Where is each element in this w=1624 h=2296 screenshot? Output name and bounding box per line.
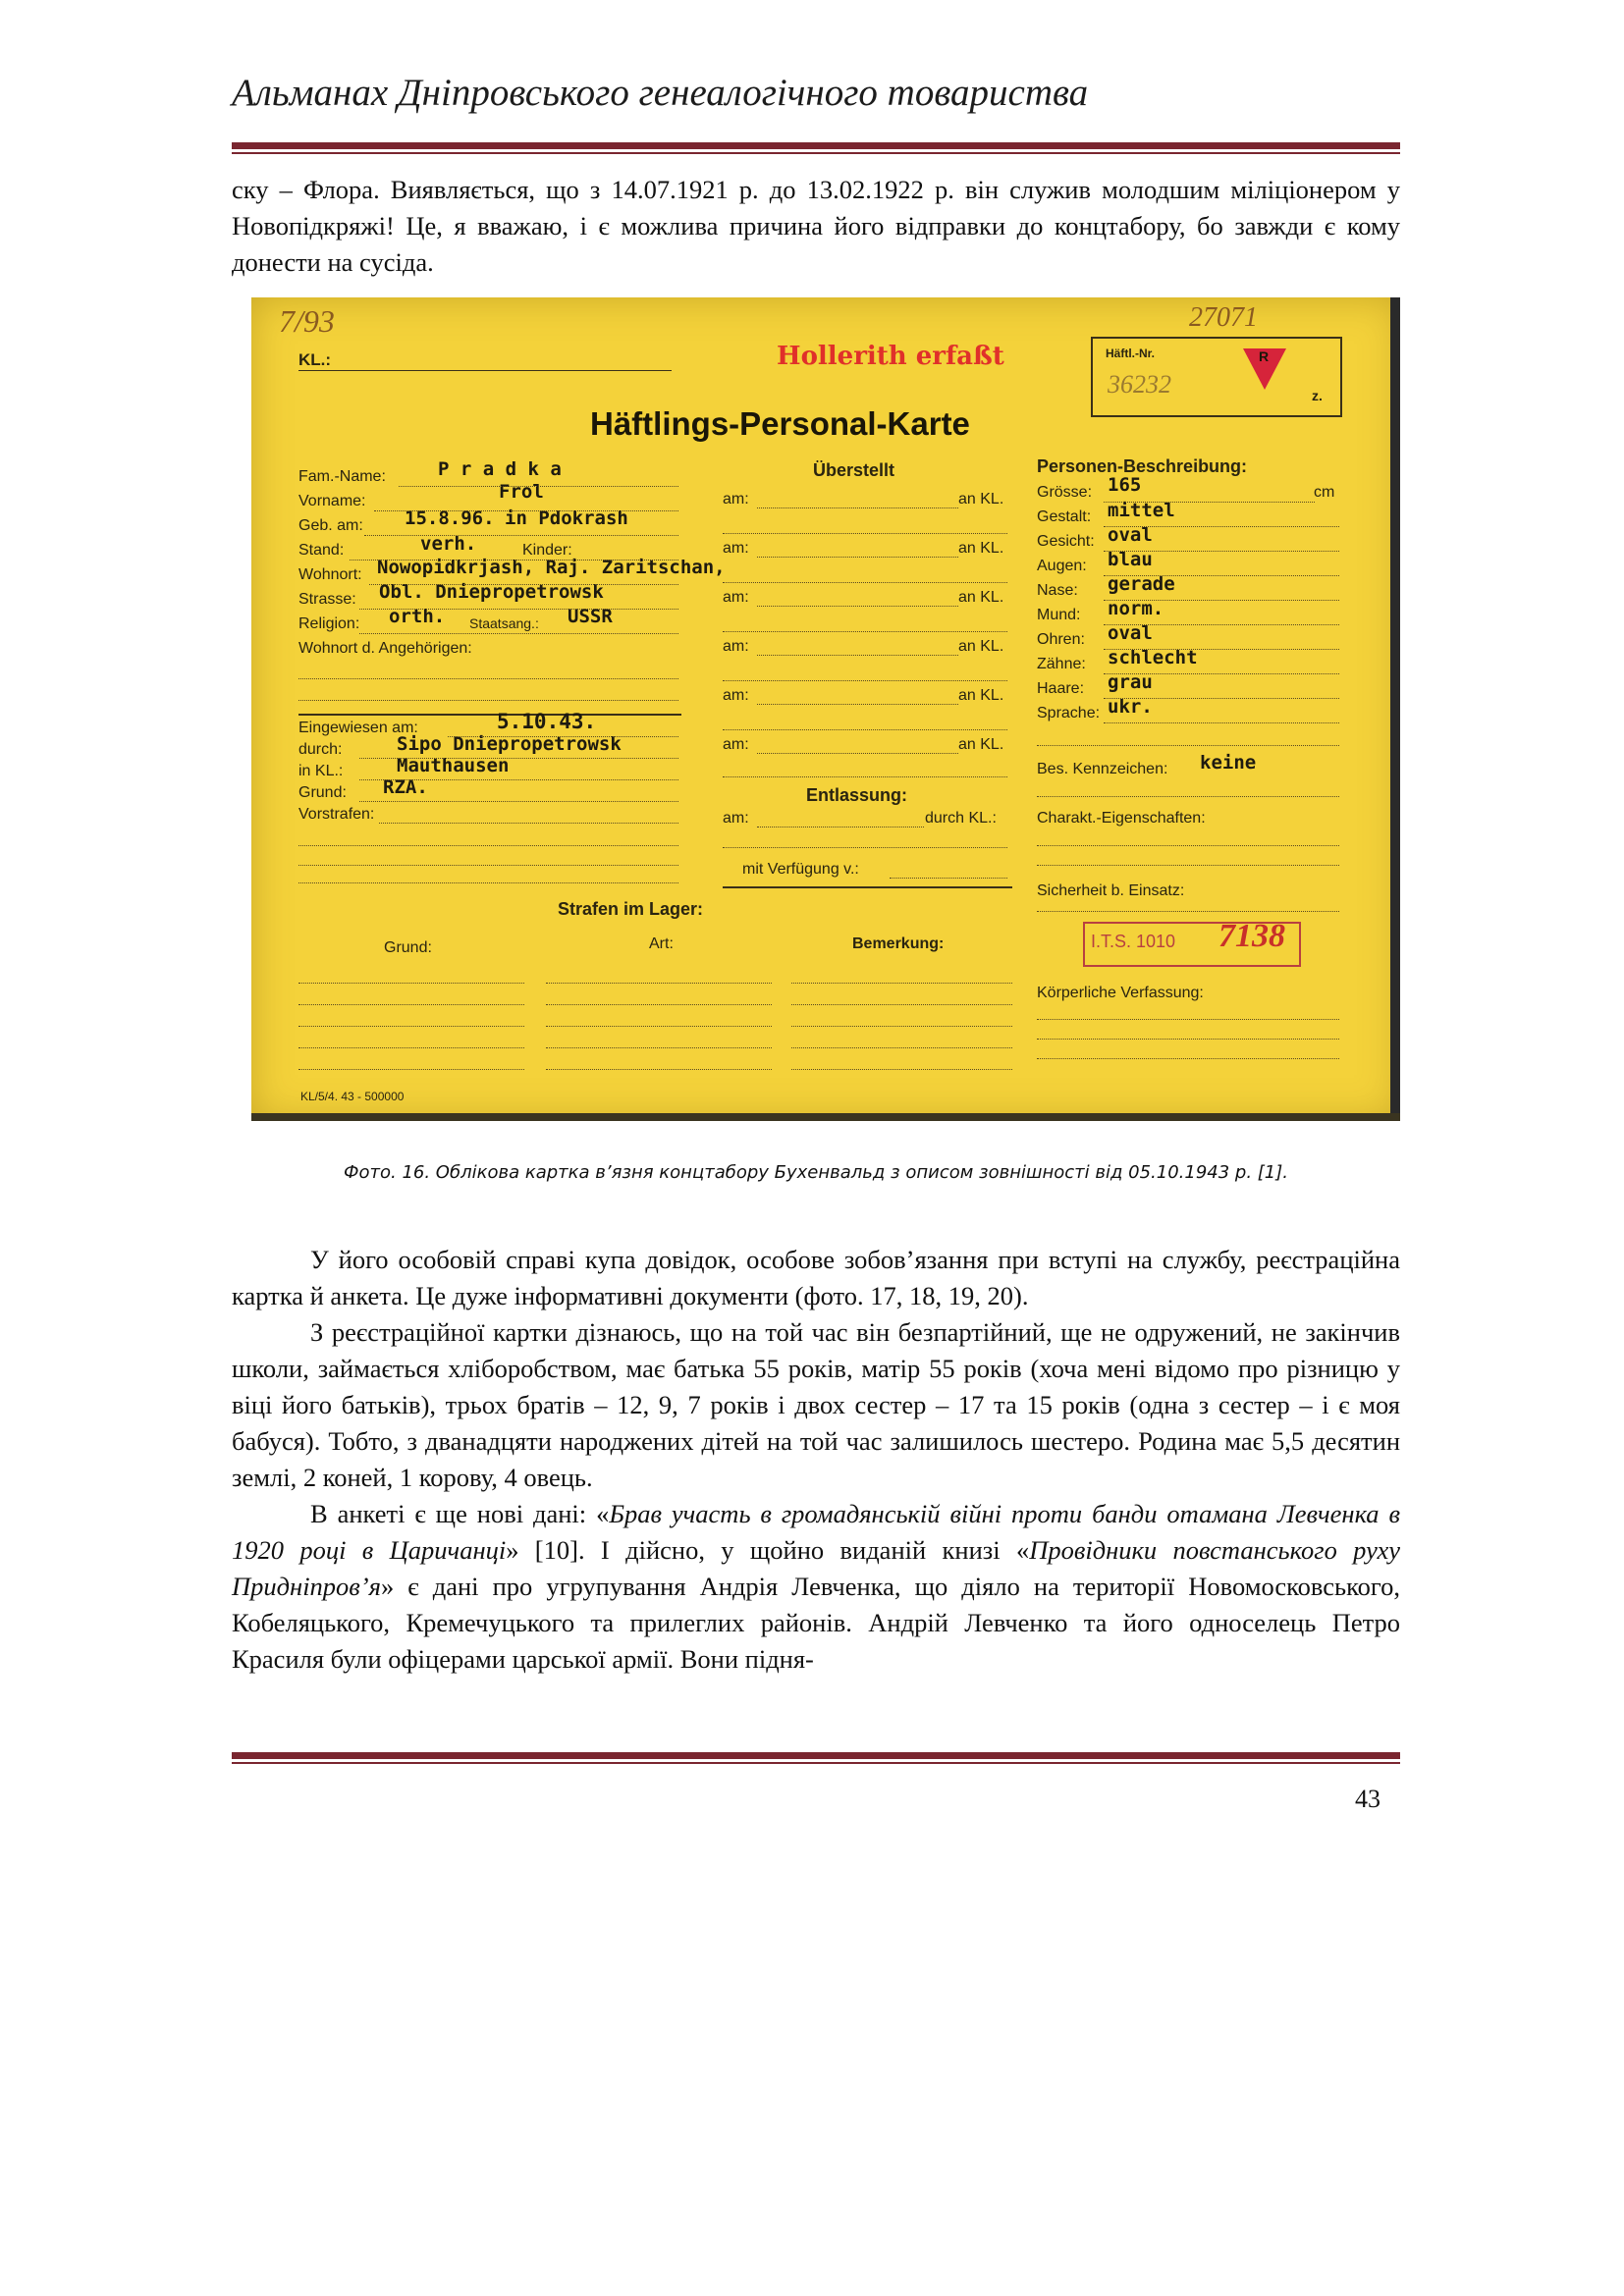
kl-label: KL.:	[298, 350, 332, 369]
form-number: KL/5/4. 43 - 500000	[300, 1090, 405, 1103]
running-header: Альманах Дніпровського генеалогічного товариства	[232, 72, 1089, 114]
kinder-label: Kinder:	[522, 542, 572, 559]
field-label: Wohnort:	[298, 566, 362, 583]
hollerith-stamp: Hollerith erfaßt	[777, 342, 1004, 371]
desc-label: Ohren:	[1037, 631, 1085, 648]
handwritten-prisoner-number: 36232	[1108, 370, 1171, 399]
am-label: am:	[723, 491, 749, 507]
an-kl-label: an KL.	[958, 687, 1004, 704]
field-value-grund: RZA.	[383, 776, 428, 798]
desc-value: grau	[1108, 671, 1153, 693]
an-kl-label: an KL.	[958, 589, 1004, 606]
desc-label: Gestalt:	[1037, 508, 1092, 525]
cm-label: cm	[1314, 484, 1335, 501]
grund-col-label: Grund:	[384, 939, 432, 956]
desc-value: schlecht	[1108, 647, 1198, 668]
desc-value: 165	[1108, 474, 1142, 496]
desc-value: ukr.	[1108, 696, 1153, 718]
field-value-strasse: Obl. Dniepropetrowsk	[379, 581, 604, 603]
am-label: am:	[723, 736, 749, 753]
desc-label: Haare:	[1037, 680, 1085, 697]
footer-rule	[232, 1752, 1400, 1764]
field-label: Vorstrafen:	[298, 806, 375, 823]
field-value-in-kl: Mauthausen	[397, 755, 510, 776]
desc-label: Sprache:	[1037, 705, 1101, 721]
z-label: z.	[1312, 388, 1323, 403]
an-kl-label: an KL.	[958, 540, 1004, 557]
field-value-wohnort: Nowopidkrjash, Raj. Zaritschan,	[377, 557, 726, 578]
field-value-geb: 15.8.96.	[405, 507, 495, 529]
field-value-famname: P r a d k a	[438, 458, 562, 480]
staatsang-label: Staatsang.:	[469, 615, 539, 631]
koerperliche-verfassung-label: Körperliche Verfassung:	[1037, 985, 1204, 1001]
field-label: Fam.-Name:	[298, 468, 386, 485]
desc-label: Grösse:	[1037, 484, 1093, 501]
bes-kennzeichen-value: keine	[1200, 752, 1257, 774]
entlassung-heading: Entlassung:	[806, 785, 908, 805]
haeftl-nr-label: Häftl.-Nr.	[1106, 347, 1156, 360]
charakt-label: Charakt.-Eigenschaften:	[1037, 810, 1206, 827]
desc-value: mittel	[1108, 500, 1175, 521]
prisoner-card-photo	[251, 297, 1400, 1121]
field-value-stand: verh.	[420, 533, 477, 555]
desc-label: Gesicht:	[1037, 533, 1095, 550]
desc-label: Nase:	[1037, 582, 1078, 599]
field-label: Strasse:	[298, 591, 356, 608]
desc-value: oval	[1108, 622, 1153, 644]
mit-verfuegung-label: mit Verfügung v.:	[742, 861, 859, 878]
am-label: am:	[723, 687, 749, 704]
sicherheit-label: Sicherheit b. Einsatz:	[1037, 882, 1185, 899]
field-value-vorname: Frol	[499, 481, 544, 503]
art-col-label: Art:	[649, 935, 674, 952]
field-label: Eingewiesen am:	[298, 720, 418, 736]
handwritten-its-number: 7138	[1218, 918, 1285, 954]
an-kl-label: an KL.	[958, 638, 1004, 655]
field-value-staatsang: USSR	[568, 606, 613, 627]
paragraph-1: У його особовій справі купа довідок, особове зобов’язання при вступі на службу, реєстраційна картка й анкета. Це дуже інформативні документи (фото. 17, 18, 19, 20).	[232, 1245, 1400, 1310]
field-label: Religion:	[298, 615, 360, 632]
desc-label: Mund:	[1037, 607, 1081, 623]
handwritten-number-right: 27071	[1189, 302, 1258, 333]
header-rule	[232, 142, 1400, 154]
badge-letter: R	[1259, 348, 1270, 364]
personen-beschreibung-heading: Personen-Beschreibung:	[1037, 456, 1248, 476]
page-number: 43	[1355, 1785, 1380, 1813]
photo-caption: Фото. 16. Облікова картка в’язня концтабору Бухенвальд з описом зовнішності від 05.10.1943 р. [1].	[344, 1162, 1288, 1183]
handwritten-number-left: 7/93	[279, 303, 335, 339]
an-kl-label: an KL.	[958, 491, 1004, 507]
desc-label: Zähne:	[1037, 656, 1086, 672]
strafen-heading: Strafen im Lager:	[558, 899, 704, 919]
bemerkung-col-label: Bemerkung:	[852, 935, 945, 952]
field-value-durch: Sipo Dniepropetrowsk	[397, 733, 622, 755]
desc-value: blau	[1108, 549, 1153, 570]
paragraph-3: В анкеті є ще нові дані: «Брав участь в громадянській війні проти банди отамана Левченка в 1920 році в Царичанці» [10]. І дійсно, у щойно виданій книзі «Провідники повстанського руху Придніпров’я» є дані про угрупування Андрія Левченка, що діяло на території Новомосковського, Кобеляцького, Кремечуцького та прилеглих районів. Андрій Левченко та його односелець Петро Красиля були офіцерами царської армії. Вони підня-	[232, 1499, 1401, 1674]
desc-label: Augen:	[1037, 558, 1087, 574]
field-value-geb-ort: in Pdokrash	[505, 507, 628, 529]
am-label: am:	[723, 810, 749, 827]
intro-paragraph: ску – Флора. Виявляється, що з 14.07.1921 р. до 13.02.1922 р. він служив молодшим міліціонером у Новопідкряжі! Це, я вважаю, і є можлива причина його відправки до концтабору, бо завжди є кому донести на сусіда.	[232, 175, 1400, 277]
durch-kl-label: durch KL.:	[925, 810, 997, 827]
am-label: am:	[723, 638, 749, 655]
desc-value: oval	[1108, 524, 1153, 546]
field-label: Vorname:	[298, 493, 366, 509]
bes-kennzeichen-label: Bes. Kennzeichen:	[1037, 761, 1168, 777]
field-label: Wohnort d. Angehörigen:	[298, 640, 472, 657]
field-label: Grund:	[298, 784, 347, 801]
field-label: Geb. am:	[298, 517, 363, 534]
card-title: Häftlings-Personal-Karte	[590, 405, 970, 442]
paragraph-2: З реєстраційної картки дізнаюсь, що на той час він безпартійний, ще не одружений, не закінчив школи, займається хліборобством, має батька 55 років, матір 55 років (хоча мені відомо про різницю у віці його батьків), трьох братів – 12, 9, 7 років і двох сестер – 17 та 15 років (одна з сестер – і є моя бабуся). Тобто, з дванадцяти народжених дітей на той час залишилось шестеро. Родина має 5,5 десятин землі, 2 коней, 1 корову, 4 овець.	[232, 1317, 1400, 1492]
an-kl-label: an KL.	[958, 736, 1004, 753]
field-value-religion: orth.	[389, 606, 446, 627]
field-label: Stand:	[298, 542, 345, 559]
am-label: am:	[723, 589, 749, 606]
ueberstellt-heading: Überstellt	[813, 460, 895, 480]
desc-value: norm.	[1108, 598, 1164, 619]
field-label: in KL.:	[298, 763, 344, 779]
am-label: am:	[723, 540, 749, 557]
desc-value: gerade	[1108, 573, 1175, 595]
field-label: durch:	[298, 741, 343, 758]
body-text	[232, 1242, 1400, 1678]
field-value-eingewiesen: 5.10.43.	[497, 710, 597, 733]
its-stamp-text: I.T.S. 1010	[1091, 932, 1176, 951]
